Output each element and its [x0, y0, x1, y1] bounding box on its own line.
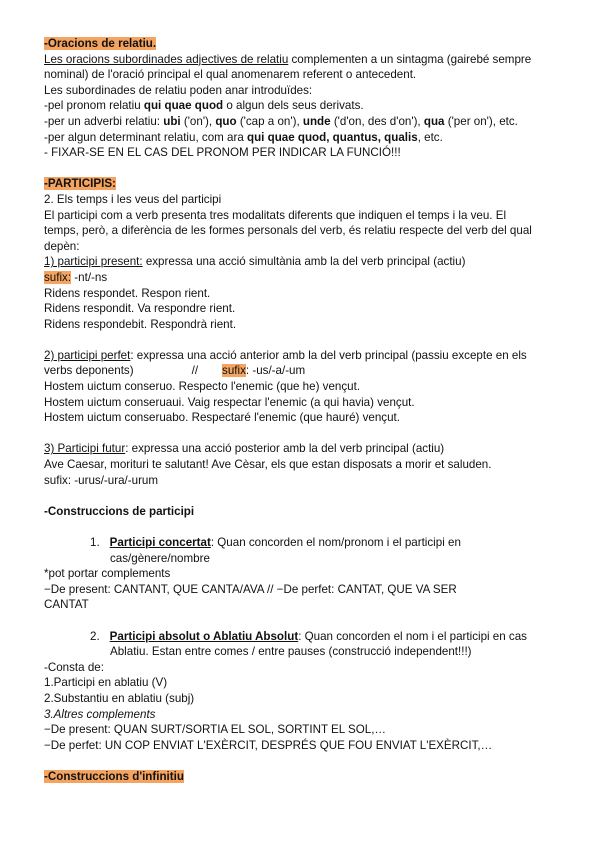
bold-text: qui quae quod: [143, 99, 224, 113]
list-item-continuation: Ablatiu. Estan entre comes / entre pauses (construcció independent!!!): [110, 645, 472, 659]
section-heading-infinitiu: [44, 769, 564, 785]
document-page: [44, 36, 564, 785]
paragraph-line: Ridens respondet. Respon rient.: [44, 286, 211, 300]
list-item: [44, 629, 564, 645]
text: : -us/-a/-um: [245, 364, 306, 378]
text: : expressa una acció anterior amb la del verb principal (passiu excepte en els: [130, 348, 527, 362]
paragraph-line: sufix: -urus/-ura/-urum: [44, 473, 159, 487]
paragraph-line: Hostem uictum conseruabo. Respectaré l'enemic (que hauré) vençut.: [44, 411, 400, 425]
paragraph-line: Ave Caesar, morituri te salutant! Ave Cèsar, els que estan disposats a morir et saluden.: [44, 458, 492, 472]
bold-underlined-text: Participi concertat: [109, 536, 211, 549]
heading-text: -PARTICIPIS:: [44, 177, 116, 191]
text: : Quan concorden el nom/pronom i el participi en: [210, 536, 461, 549]
text: ('d'on, des d'on'),: [330, 114, 424, 128]
text: expressa una acció simultània amb la del verb principal (actiu): [142, 255, 466, 269]
text: ('on'),: [180, 114, 216, 128]
section-heading-construccions: [44, 504, 564, 520]
paragraph-line: 3.Altres complements: [44, 707, 156, 721]
list-item: [44, 535, 564, 551]
text: -per un adverbi relatiu:: [44, 114, 164, 128]
section-heading-relatives: [44, 36, 564, 52]
spacer: [44, 753, 564, 769]
bold-text: quo: [215, 114, 237, 128]
paragraph-line: [44, 254, 564, 270]
text: complementen a un sintagma (gairebé sempre: [288, 52, 532, 66]
text: : expressa una acció posterior amb la del verb principal (actiu): [125, 442, 445, 456]
spacer: [44, 613, 564, 629]
underlined-text: 1) participi present:: [44, 255, 143, 269]
list-number: 2.: [90, 629, 100, 643]
spacer: [44, 332, 564, 348]
paragraph-line: Hostem uictum conseruo. Respecto l'enemic (que he) vençut.: [44, 380, 361, 394]
list-number: 1.: [90, 536, 100, 549]
paragraph-line: −De perfet: UN COP ENVIAT L'EXÈRCIT, DESPRÉS QUE FOU ENVIAT L'EXÈRCIT,…: [44, 738, 493, 752]
text: ('cap a on'),: [236, 114, 303, 128]
text: -nt/-ns: [71, 270, 108, 284]
paragraph-line: nominal) de l'oració principal el qual anomenarem referent o antecedent.: [44, 68, 417, 82]
spacer: [44, 488, 564, 504]
bold-text: qui quae quod, quantus, qualis: [247, 130, 418, 144]
paragraph-line: [44, 130, 564, 146]
text: -pel pronom relatiu: [44, 99, 144, 113]
paragraph-line: 2. Els temps i les veus del participi: [44, 192, 222, 206]
heading-text: -Oracions de relatiu.: [44, 37, 157, 50]
text: verbs deponents): [44, 364, 134, 378]
paragraph-line: [44, 270, 564, 286]
text: ('per on'), etc.: [444, 114, 518, 128]
text: , etc.: [417, 130, 443, 144]
text: : Quan concorden el nom i el participi en cas: [298, 629, 527, 643]
paragraph-line: −De present: CANTANT, QUE CANTA/AVA // −De perfet: CANTAT, QUE VA SER: [44, 582, 457, 596]
paragraph-line: [44, 52, 564, 68]
paragraph-line: - FIXAR-SE EN EL CAS DEL PRONOM PER INDICAR LA FUNCIÓ!!!: [44, 146, 401, 160]
spacer: [44, 519, 564, 535]
text: -per algun determinant relatiu, com ara: [44, 130, 247, 144]
bold-text: unde: [302, 114, 331, 128]
paragraph-line: depèn:: [44, 239, 80, 253]
paragraph-line: temps, però, a diferència de les formes personals del verb, és relatiu respecte del verb del qual: [44, 224, 532, 238]
paragraph-line: [44, 114, 564, 130]
section-heading-participis: [44, 176, 564, 192]
highlighted-text: sufix:: [44, 270, 72, 284]
underlined-text: 3) Participi futur: [44, 442, 126, 456]
paragraph-line: *pot portar complements: [44, 567, 171, 581]
bold-underlined-text: Participi absolut o Ablatiu Absolut: [109, 629, 299, 643]
bold-text: qua: [423, 114, 445, 128]
paragraph-line: [44, 98, 564, 114]
paragraph-line: [44, 441, 564, 457]
highlighted-text: sufix: [222, 364, 246, 378]
paragraph-line: Les subordinades de relatiu poden anar introduïdes:: [44, 83, 313, 97]
paragraph-line: Hostem uictum conseruaui. Vaig respectar l'enemic (a qui havia) vençut.: [44, 395, 415, 409]
paragraph-line: −De present: QUAN SURT/SORTIA EL SOL, SORTINT EL SOL,…: [44, 723, 387, 737]
paragraph-line: CANTAT: [44, 598, 89, 612]
paragraph-line: -Consta de:: [44, 660, 104, 674]
underlined-text: 2) participi perfet: [44, 348, 131, 362]
paragraph-line: 2.Substantiu en ablatiu (subj): [44, 691, 195, 705]
paragraph-line: Ridens respondit. Va respondre rient.: [44, 302, 236, 316]
underlined-text: Les oracions subordinades adjectives de relatiu: [44, 52, 289, 66]
bold-text: ubi: [163, 114, 181, 128]
paragraph-line: [44, 348, 564, 364]
text: //: [191, 364, 199, 378]
paragraph-line: 1.Participi en ablatiu (V): [44, 676, 168, 690]
paragraph-line: [44, 363, 564, 379]
text: o algun dels seus derivats.: [223, 99, 364, 113]
heading-text: -Construccions d'infinitiu: [44, 769, 184, 783]
spacer: [44, 426, 564, 442]
heading-text: -Construccions de participi: [44, 504, 195, 518]
paragraph-line: El participi com a verb presenta tres modalitats diferents que indiquen el temps i la veu. El: [44, 208, 507, 222]
list-item-continuation: cas/gènere/nombre: [110, 551, 210, 565]
paragraph-line: Ridens respondebit. Respondrà rient.: [44, 317, 237, 331]
spacer: [44, 161, 564, 177]
